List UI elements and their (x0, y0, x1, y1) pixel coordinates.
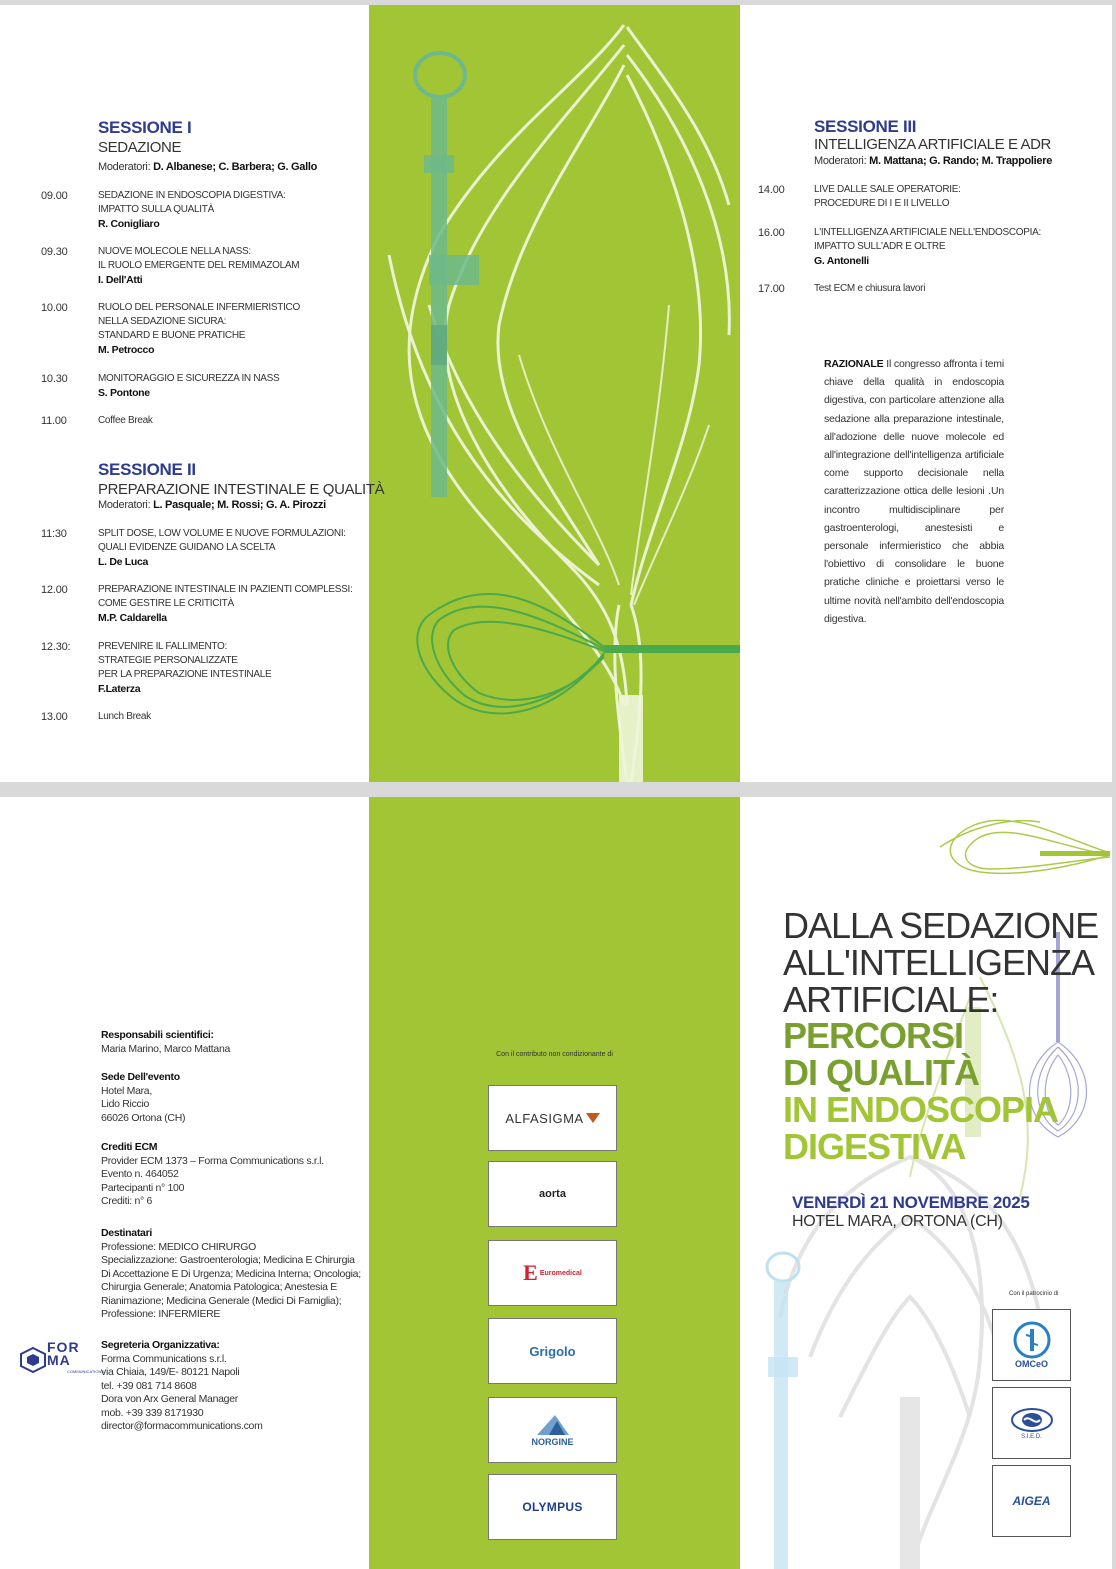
info-sede (101, 1071, 185, 1125)
sponsor-grigolo (488, 1318, 617, 1384)
forma-logo-small: COMMUNICATIONS (67, 1369, 105, 1374)
moderators-names: D. Albanese; C. Barbera; G. Gallo (153, 161, 318, 173)
title-line-5: DI QUALITÀ (783, 1052, 979, 1093)
sponsor-olympus (488, 1474, 617, 1540)
item-line: RUOLO DEL PERSONALE INFERMIERISTICO (98, 302, 300, 313)
patron-sied (992, 1387, 1071, 1459)
item-line: Coffee Break (98, 415, 153, 426)
info-crediti (101, 1141, 324, 1209)
moderators-names: L. Pasquale; M. Rossi; G. A. Pirozzi (153, 499, 326, 511)
s3-item-2 (814, 226, 1041, 268)
endoscope-snare-illustration (369, 5, 740, 782)
sponsor-alfasigma (488, 1085, 617, 1151)
s3-item-3 (814, 282, 925, 296)
rationale-text: Il congresso affronta i temi chiave della qualità in endoscopia digestiva, con particolare attenzione alla sedazione alla preparazione intestinale, all'adozione delle nuove molecole ed all'integrazione dell'intelligenza artificiale come supporto decisionale nella caratterizzazione ottica delle lesioni .Un incontro multidisciplinare per gastroenterologi, anestesisti e personale infermieristico che abbia l'obiettivo di consolidare le buone pratiche cliniche e proiettarsi verso le ultime novità nell'ambito dell'endoscopia digestiva. (824, 358, 1004, 625)
item-line: PREPARAZIONE INTESTINALE IN PAZIENTI COMPLESSI: (98, 584, 353, 595)
info-line: Provider ECM 1373 – Forma Communications s.r.l. (101, 1154, 324, 1167)
patron-name: S.I.E.D. (1021, 1434, 1042, 1440)
info-line: Hotel Mara, (101, 1084, 152, 1097)
title-line-1: DALLA SEDAZIONE (783, 905, 1099, 946)
info-heading: Destinatari (101, 1227, 152, 1239)
item-line: QUALI EVIDENZE GUIDANO LA SCELTA (98, 542, 276, 553)
s2-item-2-time: 12.00 (41, 584, 68, 596)
s1-item-2 (98, 245, 299, 287)
info-line: Professione: MEDICO CHIRURGO (101, 1240, 256, 1253)
title-line-7: DIGESTIVA (783, 1126, 966, 1167)
info-line: Maria Marino, Marco Mattana (101, 1042, 231, 1055)
moderators-label: Moderatori: (98, 161, 151, 173)
item-line: STANDARD E BUONE PRATICHE (98, 330, 246, 341)
session-3-title: SESSIONE III (814, 117, 917, 136)
item-line: Lunch Break (98, 711, 151, 722)
forma-logo-text (47, 1341, 80, 1367)
sponsor-name: aorta (539, 1188, 566, 1200)
s1-item-4-time: 10.30 (41, 373, 68, 385)
patron-aigea (992, 1465, 1071, 1537)
s2-item-1-time: 11:30 (41, 528, 67, 540)
info-line: Lido Riccio (101, 1098, 150, 1110)
forma-logo-top: FOR (47, 1339, 80, 1355)
item-line: LIVE DALLE SALE OPERATORIE: (814, 184, 961, 195)
s1-item-3-time: 10.00 (41, 302, 68, 314)
item-line: Test ECM e chiusura lavori (814, 283, 926, 294)
info-line: Forma Communications s.r.l. (101, 1352, 227, 1365)
sponsor-aorta (488, 1161, 617, 1227)
s1-item-3 (98, 301, 300, 357)
s3-item-1-time: 14.00 (758, 184, 785, 196)
s3-item-2-time: 16.00 (758, 227, 785, 239)
info-line: Professione: INFERMIERE (101, 1308, 221, 1320)
item-line: PREVENIRE IL FALLIMENTO: (98, 641, 227, 652)
info-line: Chirurgia Generale; Anatomia Patologica; Anestesia E (101, 1281, 337, 1293)
session-2-subtitle: PREPARAZIONE INTESTINALE E QUALITÀ (98, 481, 385, 498)
item-speaker: G. Antonelli (814, 255, 869, 267)
session-1-title: SESSIONE I (98, 118, 192, 137)
sponsor-name: Grigolo (529, 1343, 576, 1359)
event-venue: HOTEL MARA, ORTONA (CH) (792, 1213, 1003, 1230)
item-line: NUOVE MOLECOLE NELLA NASS: (98, 246, 251, 257)
s1-item-1-time: 09.00 (41, 190, 68, 202)
title-line-3: ARTIFICIALE: (783, 979, 999, 1020)
info-line: Dora von Arx General Manager (101, 1393, 238, 1405)
s1-item-4 (98, 372, 279, 400)
s2-item-3 (98, 640, 271, 696)
patron-omceo (992, 1309, 1071, 1381)
s1-item-1 (98, 189, 285, 231)
s2-item-4 (98, 710, 151, 724)
sponsor-euromedical (488, 1240, 617, 1306)
s1-item-2-time: 09.30 (41, 246, 68, 258)
info-heading: Responsabili scientifici: (101, 1029, 214, 1041)
patron-name: OMCeO (1014, 1359, 1048, 1369)
info-line: Di Accettazione E Di Urgenza; Medicina Interna; Oncologia; (101, 1267, 361, 1280)
item-speaker: M.P. Caldarella (98, 612, 167, 624)
forma-cube-icon (20, 1347, 46, 1373)
info-segreteria (101, 1339, 263, 1434)
session-1-moderators (98, 161, 317, 173)
event-date: VENERDÌ 21 NOVEMBRE 2025 (792, 1193, 1030, 1212)
sponsor-name: NORGINE (531, 1437, 574, 1447)
item-line: IL RUOLO EMERGENTE DEL REMIMAZOLAM (98, 260, 300, 271)
patronage-label: Con il patrocinio di (1009, 1291, 1059, 1297)
info-line: via Chiaia, 149/E- 80121 Napoli (101, 1366, 240, 1378)
title-line-6: IN ENDOSCOPIA (783, 1089, 1059, 1130)
session-2-title: SESSIONE II (98, 460, 196, 479)
session-3-subtitle: INTELLIGENZA ARTIFICIALE E ADR (814, 136, 1051, 153)
info-line: Evento n. 464052 (101, 1168, 179, 1180)
sied-logo-icon (1010, 1406, 1054, 1434)
info-line: 66026 Ortona (CH) (101, 1111, 186, 1124)
s1-item-5 (98, 414, 153, 428)
euromedical-e-icon: E (523, 1260, 538, 1285)
s2-item-3-time: 12.30: (41, 641, 71, 653)
item-speaker: S. Pontone (98, 387, 150, 399)
alfasigma-triangle-icon (586, 1113, 600, 1123)
s2-item-1 (98, 527, 346, 569)
session-1-subtitle: SEDAZIONE (98, 139, 182, 156)
info-destinatari (101, 1227, 361, 1322)
info-line: Specializzazione: Gastroenterologia; Medicina E Chirurgia (101, 1254, 355, 1266)
brochure-cover-page (0, 797, 1112, 1569)
s1-item-5-time: 11.00 (41, 415, 67, 427)
session-3-moderators (814, 155, 1052, 167)
rationale-paragraph (824, 355, 1004, 628)
item-line: L'INTELLIGENZA ARTIFICIALE NELL'ENDOSCOPIA: (814, 227, 1041, 238)
item-line: IMPATTO SULLA QUALITÀ (98, 204, 214, 215)
title-line-2: ALL'INTELLIGENZA (783, 942, 1094, 983)
item-line: MONITORAGGIO E SICUREZZA IN NASS (98, 373, 280, 384)
sponsor-name: Euromedical (539, 1269, 582, 1277)
item-speaker: I. Dell'Atti (98, 274, 143, 286)
info-line: director@formacommunications.com (101, 1420, 263, 1432)
info-line: tel. +39 081 714 8608 (101, 1379, 197, 1392)
forma-logo (20, 1339, 105, 1377)
omceo-caduceus-icon (1012, 1321, 1052, 1359)
sponsor-name: OLYMPUS (522, 1500, 583, 1514)
rationale-label: RAZIONALE (824, 358, 884, 370)
sponsor-norgine (488, 1397, 617, 1463)
item-speaker: R. Conigliaro (98, 218, 160, 230)
moderators-names: M. Mattana; G. Rando; M. Trappoliere (869, 155, 1053, 167)
contrib-label: Con il contributo non condizionante di (496, 1051, 613, 1058)
forma-logo-bottom: MA (47, 1352, 71, 1368)
s3-item-3-time: 17.00 (758, 283, 785, 295)
s2-item-2 (98, 583, 352, 625)
info-responsabili (101, 1029, 230, 1056)
info-line: mob. +39 339 8171930 (101, 1406, 204, 1419)
item-speaker: F.Laterza (98, 683, 141, 695)
info-line: Rianimazione; Medicina Generale (Medici Di Famiglia); (101, 1294, 342, 1307)
info-heading: Sede Dell'evento (101, 1071, 180, 1083)
item-line: STRATEGIE PERSONALIZZATE (98, 655, 238, 666)
title-line-4: PERCORSI (783, 1015, 964, 1056)
item-line: SPLIT DOSE, LOW VOLUME E NUOVE FORMULAZIONI: (98, 528, 346, 539)
sponsor-name: ALFASIGMA (505, 1110, 584, 1126)
patron-name: AIGEA (1012, 1494, 1051, 1508)
moderators-label: Moderatori: (814, 155, 867, 167)
item-line: SEDAZIONE IN ENDOSCOPIA DIGESTIVA: (98, 190, 286, 201)
info-heading: Segreteria Organizzativa: (101, 1339, 220, 1351)
info-line: Crediti: n° 6 (101, 1195, 153, 1207)
s2-item-4-time: 13.00 (41, 711, 68, 723)
s3-item-1 (814, 183, 961, 211)
item-line: IMPATTO SULL'ADR E OLTRE (814, 241, 946, 252)
moderators-label: Moderatori: (98, 499, 151, 511)
brochure-inside-page (0, 5, 1112, 782)
info-heading: Crediti ECM (101, 1141, 158, 1153)
norgine-sail-icon (535, 1413, 571, 1437)
item-speaker: L. De Luca (98, 556, 149, 568)
item-line: COME GESTIRE LE CRITICITÀ (98, 598, 234, 609)
item-line: NELLA SEDAZIONE SICURA: (98, 316, 227, 327)
item-speaker: M. Petrocco (98, 344, 155, 356)
green-center-panel (369, 5, 740, 782)
item-line: PER LA PREPARAZIONE INTESTINALE (98, 669, 272, 680)
info-line: Partecipanti n° 100 (101, 1181, 185, 1194)
session-2-moderators (98, 499, 326, 511)
item-line: PROCEDURE DI I E II LIVELLO (814, 198, 950, 209)
